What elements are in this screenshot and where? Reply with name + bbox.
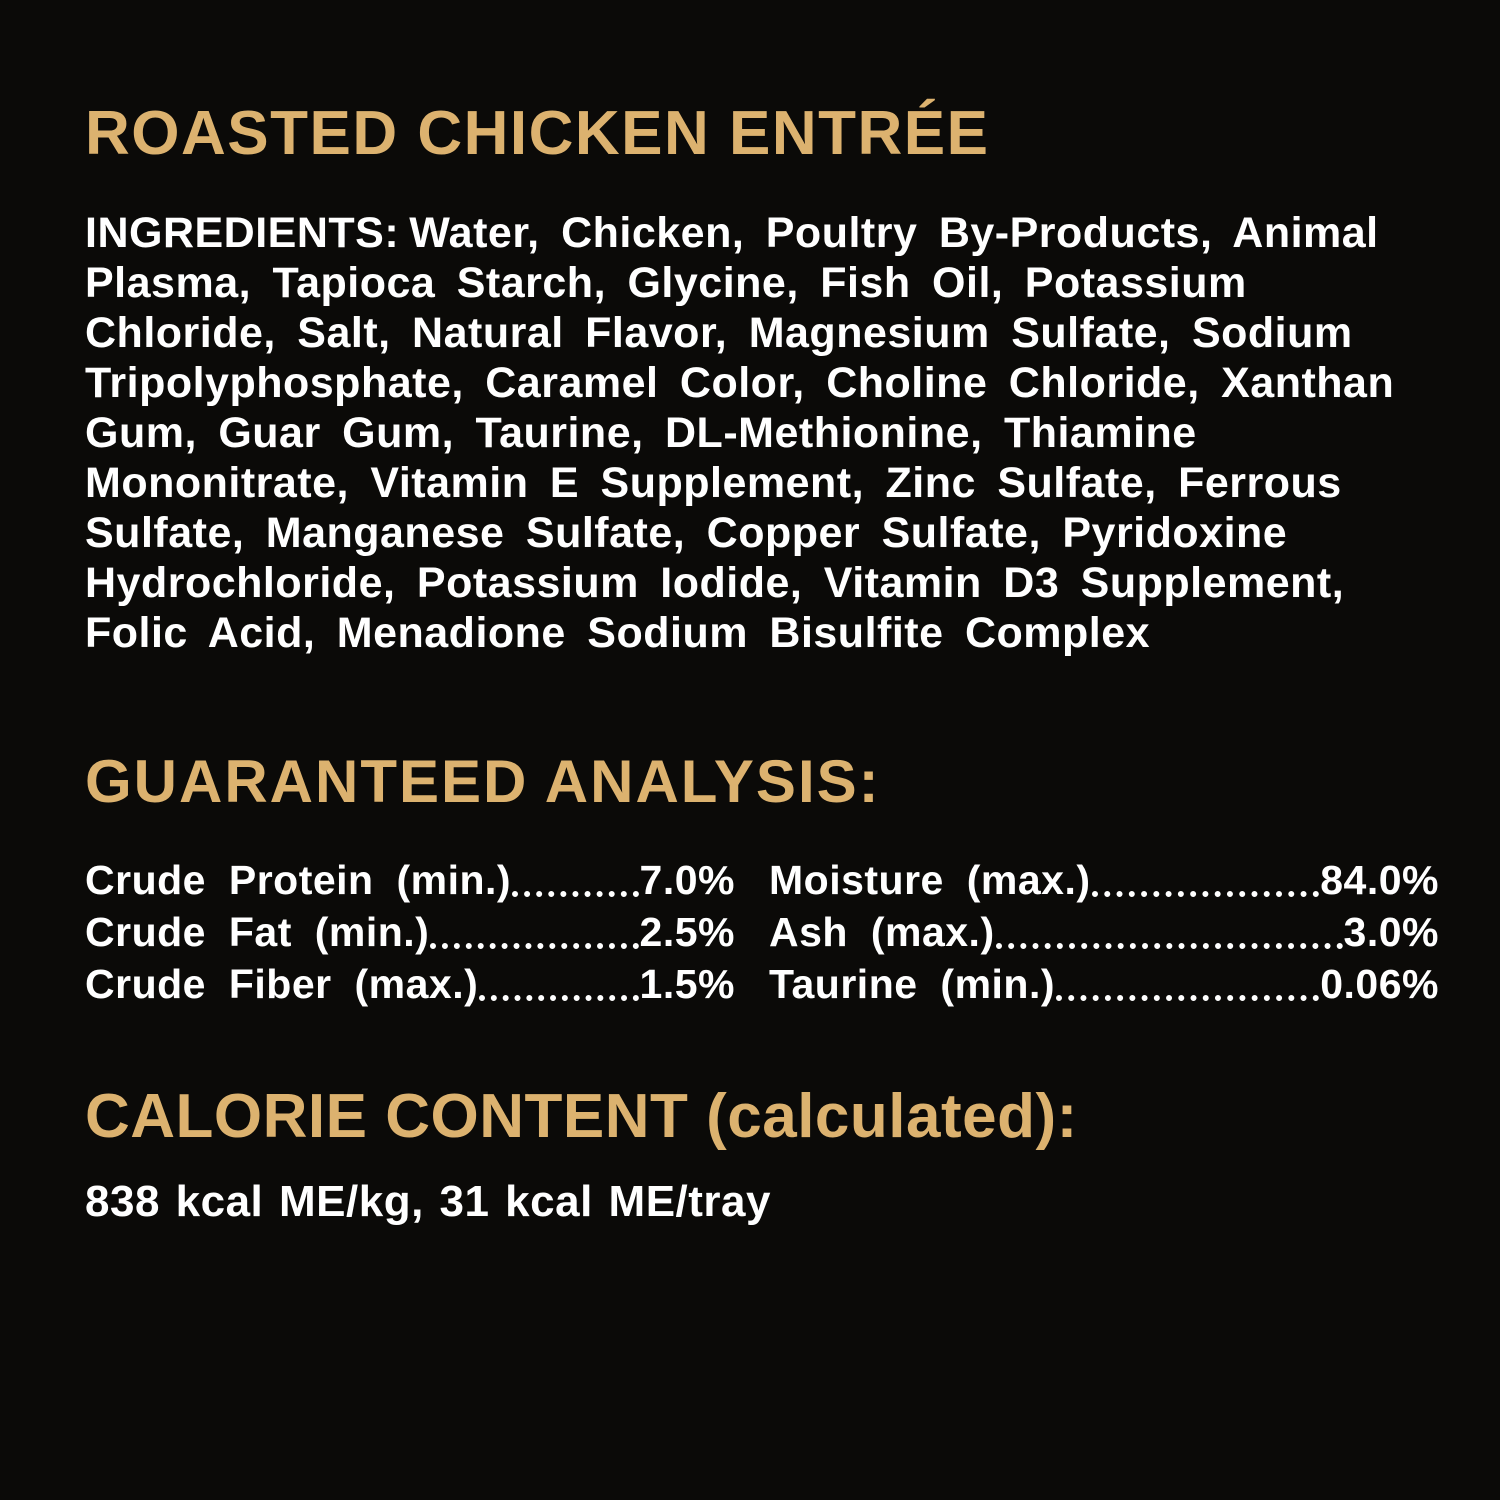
- analysis-row-crude-fiber: [85, 958, 735, 1010]
- analysis-value: 0.06%: [1320, 961, 1439, 1007]
- ingredients-text: Folic Acid, Menadione Sodium Bisulfite Complex: [85, 609, 1151, 657]
- dot-leader: [512, 891, 638, 897]
- analysis-label: Crude Fiber (max.): [85, 961, 479, 1007]
- guaranteed-analysis-table: [85, 854, 1460, 1010]
- analysis-value: 3.0%: [1343, 909, 1439, 955]
- ingredients-text: Sulfate, Manganese Sulfate, Copper Sulfate, Pyridoxine: [85, 509, 1288, 557]
- ingredients-line: [85, 258, 1460, 308]
- guaranteed-analysis-heading: GUARANTEED ANALYSIS:: [85, 748, 881, 815]
- ingredients-line: [85, 308, 1460, 358]
- dot-leader: [430, 943, 638, 949]
- ingredients-text: Chloride, Salt, Natural Flavor, Magnesium Sulfate, Sodium: [85, 309, 1353, 357]
- analysis-row-ash: [769, 906, 1439, 958]
- ingredients-line: [85, 458, 1460, 508]
- ingredients-text: Tripolyphosphate, Caramel Color, Choline Chloride, Xanthan: [85, 359, 1395, 407]
- ingredients-text: Mononitrate, Vitamin E Supplement, Zinc Sulfate, Ferrous: [85, 459, 1342, 507]
- analysis-left-column: [85, 854, 735, 1010]
- ingredients-line: [85, 508, 1460, 558]
- calorie-content-heading: CALORIE CONTENT (calculated):: [85, 1082, 1078, 1151]
- analysis-row-crude-fat: [85, 906, 735, 958]
- analysis-row-taurine: [769, 958, 1439, 1010]
- ingredients-text: Plasma, Tapioca Starch, Glycine, Fish Oil, Potassium: [85, 259, 1247, 307]
- ingredients-line: [85, 608, 1460, 658]
- dot-leader: [1092, 891, 1320, 897]
- ingredients-text: Gum, Guar Gum, Taurine, DL-Methionine, Thiamine: [85, 409, 1197, 457]
- analysis-value: 2.5%: [639, 909, 735, 955]
- analysis-label: Crude Fat (min.): [85, 909, 430, 955]
- ingredients-heading: INGREDIENTS:: [85, 209, 400, 257]
- analysis-label: Ash (max.): [769, 909, 995, 955]
- analysis-row-moisture: [769, 854, 1439, 906]
- calorie-content-value: 838 kcal ME/kg, 31 kcal ME/tray: [85, 1177, 771, 1226]
- analysis-value: 7.0%: [639, 857, 735, 903]
- analysis-right-column: [769, 854, 1439, 1010]
- ingredients-line: [85, 558, 1460, 608]
- ingredients-line: [85, 408, 1460, 458]
- ingredients-section: [85, 208, 1460, 658]
- analysis-value: 1.5%: [639, 961, 735, 1007]
- analysis-label: Moisture (max.): [769, 857, 1091, 903]
- analysis-row-crude-protein: [85, 854, 735, 906]
- analysis-label: Taurine (min.): [769, 961, 1056, 1007]
- ingredients-text: Water, Chicken, Poultry By-Products, Animal: [409, 209, 1379, 257]
- analysis-value: 84.0%: [1320, 857, 1439, 903]
- analysis-label: Crude Protein (min.): [85, 857, 512, 903]
- ingredients-line: [85, 208, 1460, 258]
- ingredients-text: Hydrochloride, Potassium Iodide, Vitamin D3 Supplement,: [85, 559, 1345, 607]
- dot-leader: [996, 943, 1343, 949]
- dot-leader: [1056, 995, 1319, 1001]
- dot-leader: [479, 995, 638, 1001]
- ingredients-line: [85, 358, 1460, 408]
- product-title: ROASTED CHICKEN ENTRÉE: [85, 99, 990, 168]
